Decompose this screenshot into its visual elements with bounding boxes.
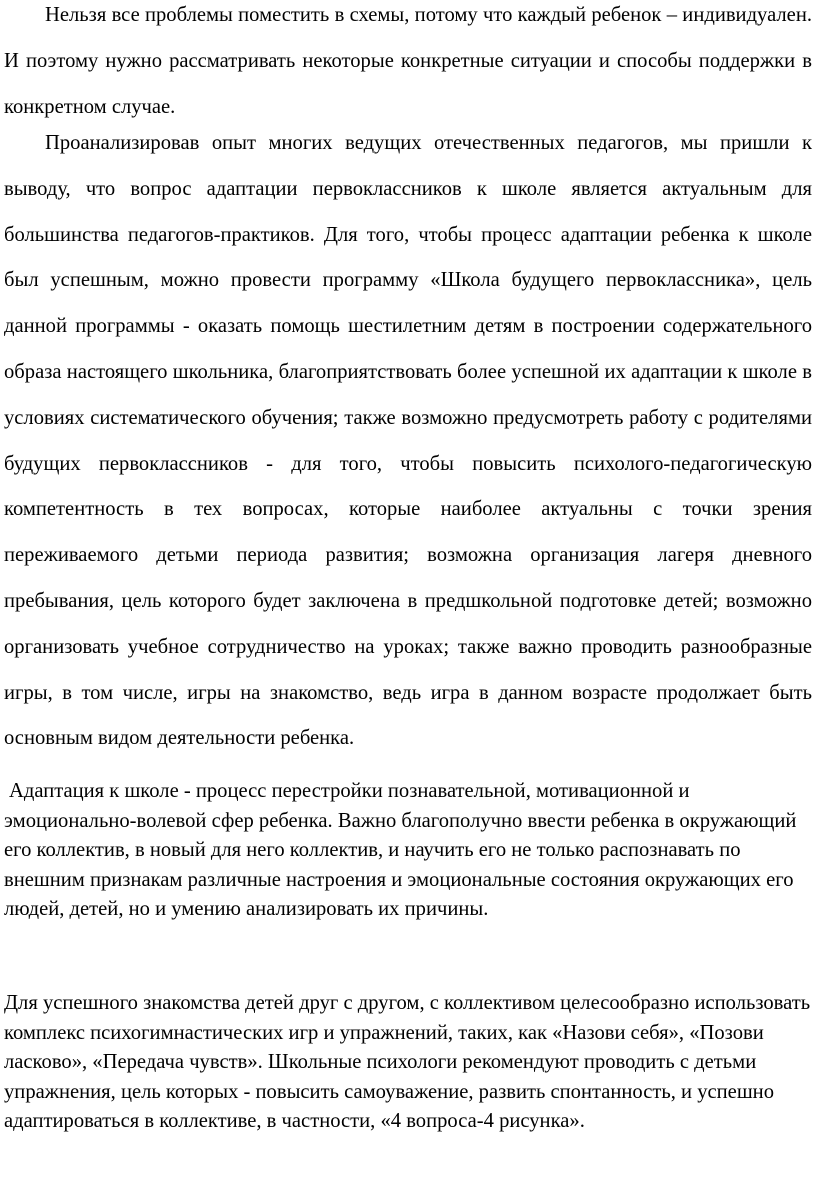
paragraph-2: Проанализировав опыт многих ведущих отечественных педагогов, мы пришли к выводу, что вопрос адаптации первоклассников к школе является актуальным для большинства педагогов-практиков. Для того, чтобы процесс адаптации ребенка к школе был успешным, можно провести программу «Школа будущего первоклассника», цель данной программы - оказать помощь шестилетним детям в построении содержательного образа настоящего школьника, благоприятствовать более успешной их адаптации к школе в условиях систематического обучения; также возможно предусмотреть работу с родителями будущих первоклассников - для того, чтобы повысить психолого-педагогическую компетентность в тех вопросах, которые наиболее актуальны с точки зрения переживаемого детьми периода развития; возможна организация лагеря дневного пребывания, цель которого будет заключена в предшкольной подготовке детей; возможно организовать учебное сотрудничество на уроках; также важно проводить разнообразные игры, в том числе, игры на знакомство, ведь игра в данном возрасте продолжает быть основным видом деятельности ребенка. xyxy=(4,132,812,750)
paragraph-1: Нельзя все проблемы поместить в схемы, потому что каждый ребенок – индивидуален. И поэтому нужно рассматривать некоторые конкретные ситуации и способы поддержки в конкретном случае. xyxy=(4,4,812,118)
paragraph-3: Адаптация к школе - процесс перестройки познавательной, мотивационной и эмоционально-волевой сфер ребенка. Важно благополучно ввести ребенка в окружающий его коллектив, в новый для него коллектив, и научить его не только распознавать по внешним признакам различные настроения и эмоциональные состояния окружающих его людей, детей, но и умению анализировать их причины. xyxy=(4,780,797,921)
paragraph-4: Для успешного знакомства детей друг с другом, с коллективом целесообразно использовать комплекс психогимнастических игр и упражнений, таких, как «Назови себя», «Позови ласково», «Передача чувств». Школьные психологи рекомендуют проводить с детьми упражнения, цель которых - повысить самоуважение, развить спонтанность, и успешно адаптироваться в коллективе, в частности, «4 вопроса-4 рисунка». xyxy=(4,992,811,1133)
